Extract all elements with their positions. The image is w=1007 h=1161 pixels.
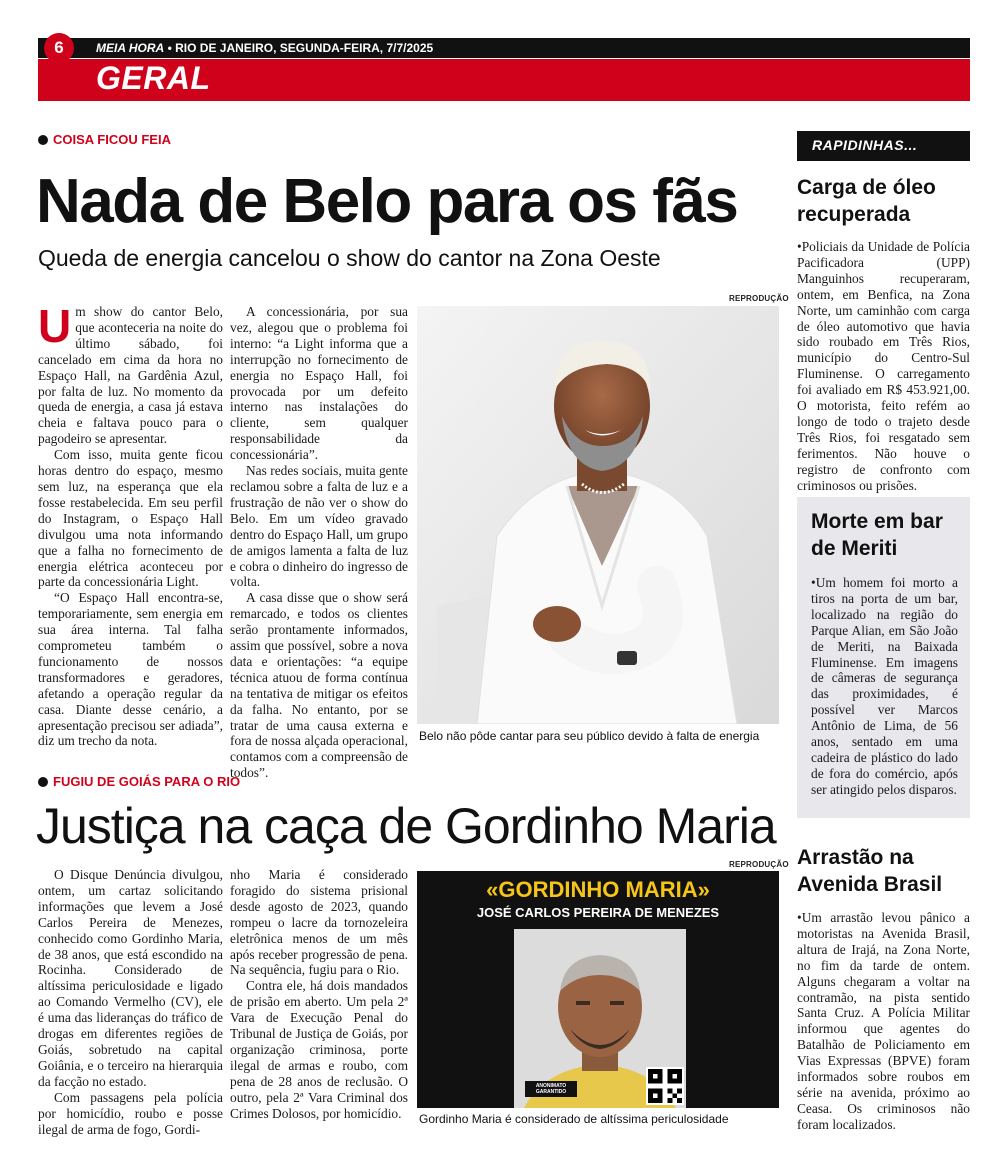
paragraph: Contra ele, há dois mandados de prisão em aberto. Um pela 2ª Vara de Execução Penal do Tribunal de Justiça de Goiás, por organização criminosa, porte ilegal de armas e roubo, com pena de 28 anos de reclusão. O outro, pela 2ª Vara Criminal dos Crimes Dolosos, por homicídio.: [230, 978, 408, 1121]
sidebar-item-text: •Um homem foi morto a tiros na porta de um bar, localizado na região do Parque Alian, em São João de Meriti, na Baixada Fluminense. Em imagens de câmeras de segurança das proximidades, é possível ver Marcos Antônio de Lima, de 56 anos, sentado em uma cadeira de plástico do lado de fora do comércio, após ser atingido pelos disparos.: [811, 575, 958, 797]
photo-caption: Gordinho Maria é considerado de altíssima periculosidade: [419, 1112, 729, 1126]
sidebar-item-title: Arrastão na Avenida Brasil: [797, 846, 943, 896]
sidebar-label: RAPIDINHAS...: [812, 137, 918, 153]
sidebar-item-title: Morte em bar de Meriti: [811, 510, 943, 560]
paragraph: A casa disse que o show será remarcado, e todos os clientes serão prontamente informados, assim que possível, sobre a nova data e orientações: “a equipe técnica atuou de forma contínua na tentativa de mitigar os efeitos da falha. No entanto, por se tratar de uma causa externa e fora de nossa alçada operacional, contamos com a compreensão de todos”.: [230, 590, 408, 781]
bullet-icon: [38, 135, 48, 145]
page-number: 6: [44, 33, 74, 63]
article2-column-1: [38, 867, 223, 1137]
section-title: GERAL: [96, 60, 211, 96]
bullet-icon: [38, 777, 48, 787]
poster-name: JOSÉ CARLOS PEREIRA DE MENEZES: [476, 905, 720, 920]
paragraph: A concessionária, por sua vez, alegou que o problema foi interno: “a Light informa que a interrupção no fornecimento de energia no Espaço Hall, foi provocada por um defeito interno nas instalações do cliente, sem qualquer responsabilidade da concessionária”.: [230, 304, 408, 463]
wanted-poster: [417, 871, 779, 1108]
brand-name: MEIA HORA: [96, 41, 165, 55]
article2-headline: Justiça na caça de Gordinho Maria: [36, 798, 776, 854]
photo-caption: Belo não pôde cantar para seu público devido à falta de energia: [419, 729, 760, 743]
sidebar-item-title: Carga de óleo recuperada: [797, 176, 936, 226]
dateline: • RIO DE JANEIRO, SEGUNDA-FEIRA, 7/7/2025: [164, 41, 434, 55]
article1-headline: Nada de Belo para os fãs: [36, 167, 738, 236]
paragraph: Um show do cantor Belo, que aconteceria na noite do último sábado, foi cancelado em cima da hora no Espaço Hall, na Gardênia Azul, por falta de luz. No momento da queda de energia, a casa já estava cheia e faltava pouco para o pagodeiro se apresentar.: [38, 300, 223, 447]
masthead: [96, 41, 433, 55]
photo-credit: REPRODUÇÃO: [729, 294, 789, 303]
qr-code-icon: [646, 1067, 684, 1105]
poster-title: «GORDINHO MARIA»: [486, 877, 710, 902]
paragraph: Nas redes sociais, muita gente reclamou sobre a falta de luz e a frustração de não ver o show do Belo. Em um vídeo gravado dentro do Espaço Hall, um grupo de amigos lamenta a falta de luz e cobra o dinheiro do ingresso de volta.: [230, 463, 408, 590]
kicker-text: COISA FICOU FEIA: [53, 132, 171, 147]
paragraph: Com passagens pela polícia por homicídio, roubo e posse ilegal de arma de fogo, Gordi-: [38, 1089, 223, 1137]
paragraph: “O Espaço Hall encontra-se, temporariamente, sem energia em sua área interna. Tal falha comprometeu também o funcionamento de nossos transformadores e geradores, afetando a operação regular da casa. Diante desse cenário, a apresentação precisou ser adiada”, diz um trecho da nota.: [38, 590, 223, 749]
article2-column-2: [230, 867, 408, 1122]
sidebar-item-text: •Policiais da Unidade de Polícia Pacificadora (UPP) Manguinhos recuperaram, ontem, em Benfica, na Zona Norte, um caminhão com carga de óleo automotivo que havia sido roubado em Três Rios, município do Centro-Sul Fluminense. O carregamento foi avaliado em R$ 453.921,00. O motorista, feito refém ao longo de todo o trajeto desde Três Rios, foi resgatado sem ferimentos. Não houve o registro de confronto com criminosos ou prisões.: [797, 239, 970, 493]
paragraph: O Disque Denúncia divulgou, ontem, um cartaz solicitando informações que levem a José Carlos Pereira de Menezes, conhecido como Gordinho Maria, de 38 anos, que está escondido na Rocinha. Considerado de altíssima periculosidade e ligado ao Comando Vermelho (CV), ele é uma das lideranças do tráfico de drogas em diferentes regiões de Goiás, sobretudo na capital Goiânia, e o terceiro na hierarquia da facção no estado.: [38, 867, 223, 1089]
singer-photo: [417, 306, 779, 724]
anonymity-badge: ANONIMATO GARANTIDO: [525, 1081, 577, 1097]
drop-cap: U: [38, 300, 72, 352]
article2-kicker: [38, 774, 240, 789]
kicker-text: FUGIU DE GOIÁS PARA O RIO: [53, 774, 241, 789]
article1-subheadline: Queda de energia cancelou o show do cantor na Zona Oeste: [38, 245, 661, 271]
singer-illustration: [417, 306, 779, 724]
paragraph: nho Maria é considerado foragido do sistema prisional desde agosto de 2023, quando rompeu o lacre da tornozeleira eletrônica menos de um mês após receber progressão de pena. Na sequência, fugiu para o Rio.: [230, 867, 408, 978]
sidebar-item-text: •Um arrastão levou pânico a motoristas na Avenida Brasil, altura de Irajá, na Zona Norte, no fim da tarde de ontem. Alguns chegaram a voltar na contramão, na pista sentido Santa Cruz. A Polícia Militar informou que agentes do Batalhão de Policiamento em Vias Expressas (BPVE) foram informados sobre roubos em série na avenida, próximo ao Ceasa. Os criminosos não foram localizados.: [797, 910, 970, 1132]
article1-column-1: [38, 300, 223, 749]
photo-credit: REPRODUÇÃO: [729, 860, 789, 869]
article1-column-2: [230, 304, 408, 781]
article1-kicker: [38, 132, 171, 147]
paragraph: Com isso, muita gente ficou horas dentro do espaço, mesmo sem luz, na esperança que ela fosse restabelecida. Em seu perfil do Instagram, o Espaço Hall divulgou uma nota informando que a falha no fornecimento de energia elétrica aconteceu por parte da concessionária Light.: [38, 447, 223, 590]
